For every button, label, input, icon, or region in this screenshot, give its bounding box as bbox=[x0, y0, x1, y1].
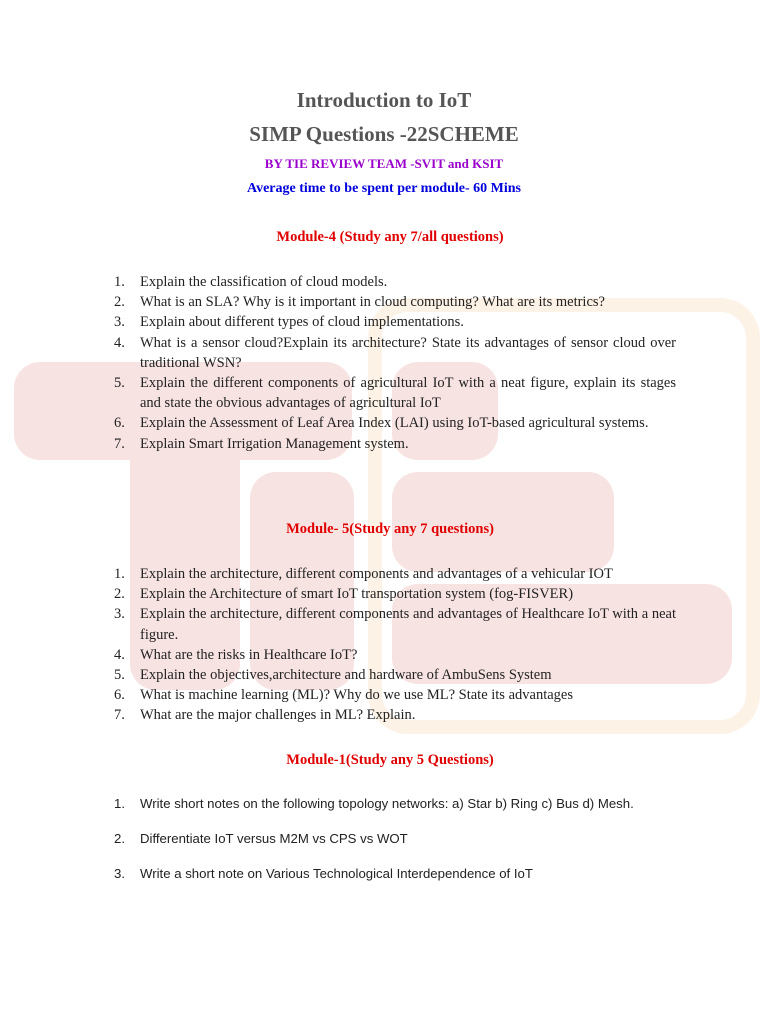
question-text: Explain the Architecture of smart IoT transportation system (fog-FISVER) bbox=[140, 586, 574, 603]
list-item bbox=[114, 685, 676, 705]
question-text: Explain the architecture, different components and advantages of Healthcare IoT with a neat figure. bbox=[140, 606, 676, 643]
module-1-question-2 bbox=[114, 831, 714, 846]
list-item bbox=[114, 564, 676, 584]
module-5-question-list bbox=[114, 564, 676, 726]
list-item bbox=[114, 292, 676, 312]
list-item bbox=[114, 831, 714, 846]
question-text: Explain the architecture, different components and advantages of a vehicular IOT bbox=[140, 566, 613, 582]
question-number: 5. bbox=[114, 667, 125, 684]
average-time-note: Average time to be spent per module- 60 Mins bbox=[247, 181, 521, 196]
question-number: 3. bbox=[114, 314, 125, 331]
list-item bbox=[114, 665, 676, 685]
question-text: Differentiate IoT versus M2M vs CPS vs WOT bbox=[140, 831, 408, 846]
question-number: 2. bbox=[114, 586, 125, 603]
list-item bbox=[114, 333, 676, 373]
document-title: Introduction to IoT bbox=[296, 88, 472, 112]
question-text: Explain the Assessment of Leaf Area Index (LAI) using IoT-based agricultural systems. bbox=[140, 415, 649, 432]
question-text: What are the risks in Healthcare IoT? bbox=[140, 646, 358, 663]
list-item bbox=[114, 645, 676, 665]
module-5-heading: Module- 5(Study any 7 questions) bbox=[286, 521, 494, 537]
list-item bbox=[114, 796, 714, 811]
question-text: Explain the classification of cloud models. bbox=[140, 274, 388, 290]
question-text: What is an SLA? Why is it important in cloud computing? What are its metrics? bbox=[140, 294, 605, 311]
question-text: Explain the different components of agricultural IoT with a neat figure, explain its stages and state the obvious advantages of agricultural IoT bbox=[140, 375, 676, 412]
module-1-question-1 bbox=[114, 796, 714, 811]
list-item bbox=[114, 413, 676, 433]
byline: BY TIE REVIEW TEAM -SVIT and KSIT bbox=[264, 156, 504, 171]
question-text: Write a short note on Various Technological Interdependence of IoT bbox=[140, 866, 533, 881]
question-number: 1. bbox=[114, 566, 125, 582]
list-item bbox=[114, 866, 714, 881]
list-item bbox=[114, 312, 676, 332]
list-item bbox=[114, 272, 676, 292]
question-text: What is machine learning (ML)? Why do we use ML? State its advantages bbox=[140, 687, 573, 704]
list-item bbox=[114, 604, 676, 644]
question-number: 7. bbox=[114, 707, 125, 724]
question-text: Explain Smart Irrigation Management system. bbox=[140, 435, 409, 452]
list-item bbox=[114, 584, 676, 604]
question-number: 4. bbox=[114, 646, 125, 663]
question-number: 4. bbox=[114, 334, 125, 351]
question-number: 3. bbox=[114, 866, 125, 881]
question-text: Explain about different types of cloud implementations. bbox=[140, 314, 464, 331]
question-number: 2. bbox=[114, 831, 125, 846]
list-item bbox=[114, 705, 676, 725]
module-1-question-3 bbox=[114, 866, 714, 881]
module-4-question-list bbox=[114, 272, 676, 454]
document-subtitle: SIMP Questions -22SCHEME bbox=[249, 122, 519, 146]
question-number: 5. bbox=[114, 375, 125, 392]
question-number: 1. bbox=[114, 796, 125, 811]
question-number: 6. bbox=[114, 687, 125, 704]
question-number: 1. bbox=[114, 274, 125, 290]
list-item bbox=[114, 373, 676, 413]
question-text: What are the major challenges in ML? Explain. bbox=[140, 707, 416, 724]
module-4-heading: Module-4 (Study any 7/all questions) bbox=[276, 229, 504, 245]
question-text: What is a sensor cloud?Explain its architecture? State its advantages of sensor cloud over traditional WSN? bbox=[140, 334, 676, 371]
question-number: 7. bbox=[114, 435, 125, 452]
list-item bbox=[114, 434, 676, 454]
question-number: 6. bbox=[114, 415, 125, 432]
question-text: Write short notes on the following topology networks: a) Star b) Ring c) Bus d) Mesh. bbox=[140, 796, 634, 811]
module-1-heading: Module-1(Study any 5 Questions) bbox=[286, 752, 494, 768]
question-number: 2. bbox=[114, 294, 125, 311]
question-text: Explain the objectives,architecture and hardware of AmbuSens System bbox=[140, 667, 552, 684]
question-number: 3. bbox=[114, 606, 125, 623]
